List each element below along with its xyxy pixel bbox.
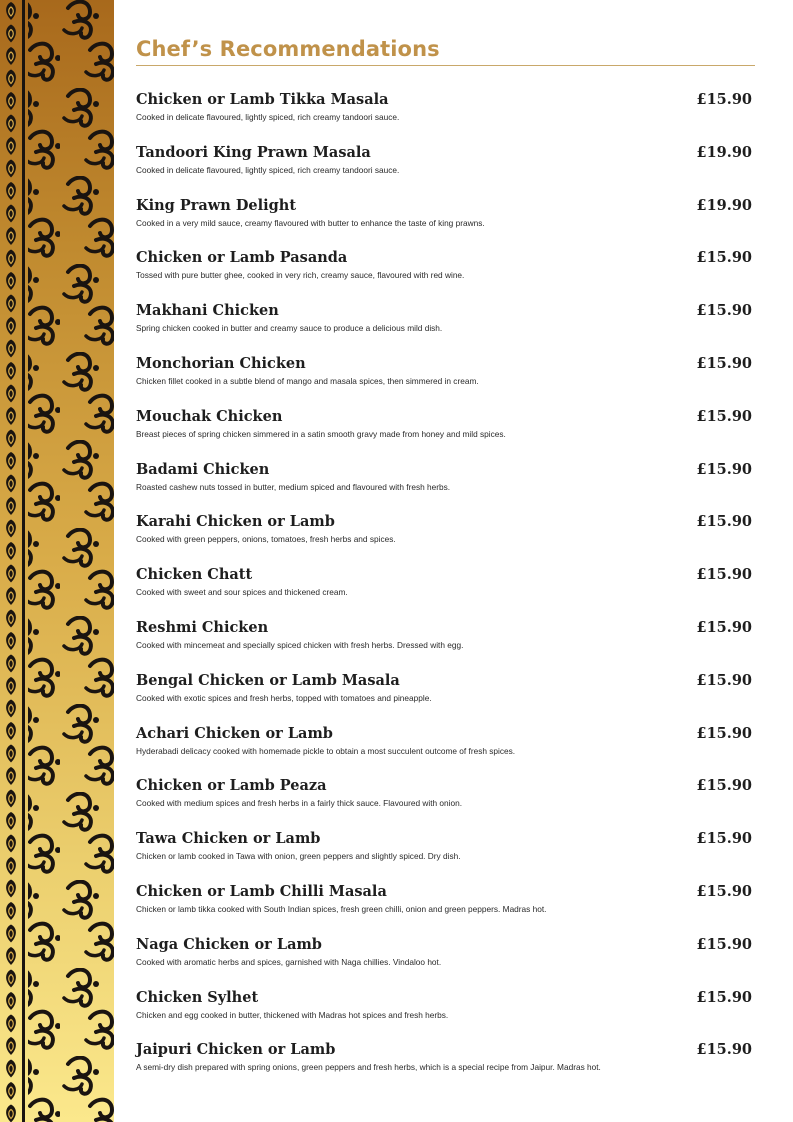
dish-description: Spring chicken cooked in butter and creamy sauce to produce a delicious mild dish. <box>136 323 443 334</box>
dish-name: Jaipuri Chicken or Lamb <box>136 1041 336 1059</box>
dish-description: Cooked in a very mild sauce, creamy flavoured with butter to enhance the taste of king prawns. <box>136 217 485 228</box>
dish-name: Chicken Chatt <box>136 566 253 584</box>
menu-item <box>136 197 756 250</box>
dish-name: Achari Chicken or Lamb <box>136 724 333 742</box>
menu-item <box>136 883 756 936</box>
menu-item <box>136 355 756 408</box>
dish-price: £15.90 <box>696 91 752 108</box>
dish-price: £15.90 <box>696 882 752 900</box>
dish-price: £19.90 <box>696 143 752 161</box>
decorative-border <box>0 0 114 1122</box>
dish-name: Chicken or Lamb Tikka Masala <box>136 91 389 108</box>
page-title: Chef’s Recommendations <box>136 37 440 61</box>
dish-description: Chicken fillet cooked in a subtle blend of mango and masala spices, then simmered in cream. <box>136 375 479 386</box>
dish-description: Cooked with mincemeat and specially spiced chicken with fresh herbs. Dressed with egg. <box>136 639 464 650</box>
dish-price: £15.90 <box>696 566 752 584</box>
dish-description: Chicken or lamb tikka cooked with South Indian spices, fresh green chilli, onion and green peppers. Madras hot. <box>136 903 547 914</box>
dish-name: Naga Chicken or Lamb <box>136 935 322 953</box>
menu-item <box>136 566 756 619</box>
dish-description: Cooked in delicate flavoured, lightly spiced, rich creamy tandoori sauce. <box>136 164 400 175</box>
menu-item <box>136 513 756 566</box>
dish-name: Tawa Chicken or Lamb <box>136 830 321 848</box>
menu-item <box>136 619 756 672</box>
menu-item <box>136 461 756 514</box>
dish-name: Chicken or Lamb Peaza <box>136 777 327 795</box>
menu-item <box>136 1041 756 1094</box>
dish-price: £15.90 <box>696 935 752 953</box>
dish-price: £15.90 <box>696 407 752 425</box>
dish-price: £15.90 <box>696 777 752 795</box>
menu-item <box>136 91 756 144</box>
dish-description: Cooked in delicate flavoured, lightly spiced, rich creamy tandoori sauce. <box>136 112 400 122</box>
menu-item <box>136 672 756 725</box>
menu-list <box>136 91 756 1094</box>
dish-name: King Prawn Delight <box>136 196 297 214</box>
title-divider <box>136 65 755 66</box>
dish-name: Monchorian Chicken <box>136 354 306 372</box>
dish-description: Hyderabadi delicacy cooked with homemade pickle to obtain a most succulent outcome of fresh spices. <box>136 745 516 756</box>
menu-item <box>136 408 756 461</box>
dish-price: £15.90 <box>696 671 752 689</box>
dish-description: Cooked with aromatic herbs and spices, garnished with Naga chillies. Vindaloo hot. <box>136 956 442 967</box>
dish-name: Chicken or Lamb Pasanda <box>136 249 348 267</box>
menu-item <box>136 725 756 778</box>
dish-price: £15.90 <box>696 830 752 848</box>
menu-item <box>136 144 756 197</box>
menu-item <box>136 249 756 302</box>
dish-price: £15.90 <box>696 618 752 636</box>
dish-name: Bengal Chicken or Lamb Masala <box>136 671 400 689</box>
dish-description: A semi-dry dish prepared with spring onions, green peppers and fresh herbs, which is a special recipe from Jaipur. Madras hot. <box>136 1062 601 1073</box>
dish-description: Chicken and egg cooked in butter, thickened with Madras hot spices and fresh herbs. <box>136 1009 449 1020</box>
dish-name: Reshmi Chicken <box>136 618 269 636</box>
dish-description: Chicken or lamb cooked in Tawa with onion, green peppers and slightly spiced. Dry dish. <box>136 851 461 862</box>
menu-item <box>136 936 756 989</box>
dish-description: Cooked with medium spices and fresh herbs in a fairly thick sauce. Flavoured with onion. <box>136 798 463 809</box>
dish-name: Tandoori King Prawn Masala <box>136 143 371 161</box>
dish-price: £15.90 <box>696 354 752 372</box>
paisley-pattern <box>0 0 114 1122</box>
menu-item <box>136 989 756 1042</box>
dish-name: Mouchak Chicken <box>136 407 283 425</box>
dish-description: Tossed with pure butter ghee, cooked in very rich, creamy sauce, flavoured with red wine. <box>136 270 465 281</box>
dish-name: Makhani Chicken <box>136 302 279 320</box>
dish-price: £15.90 <box>696 302 752 320</box>
dish-name: Badami Chicken <box>136 460 270 478</box>
dish-price: £15.90 <box>696 249 752 267</box>
dish-name: Karahi Chicken or Lamb <box>136 513 335 531</box>
dish-description: Cooked with green peppers, onions, tomatoes, fresh herbs and spices. <box>136 534 396 545</box>
dish-price: £15.90 <box>696 1041 752 1059</box>
dish-price: £15.90 <box>696 988 752 1006</box>
dish-name: Chicken or Lamb Chilli Masala <box>136 882 387 900</box>
dish-description: Roasted cashew nuts tossed in butter, medium spiced and flavoured with fresh herbs. <box>136 481 451 492</box>
menu-item <box>136 302 756 355</box>
dish-price: £15.90 <box>696 513 752 531</box>
dish-description: Breast pieces of spring chicken simmered in a satin smooth gravy made from honey and mild spices. <box>136 428 506 439</box>
dish-price: £15.90 <box>696 724 752 742</box>
menu-item <box>136 777 756 830</box>
dish-description: Cooked with exotic spices and fresh herbs, topped with tomatoes and pineapple. <box>136 692 432 703</box>
dish-price: £15.90 <box>696 460 752 478</box>
dish-name: Chicken Sylhet <box>136 988 259 1006</box>
menu-item <box>136 830 756 883</box>
dish-price: £19.90 <box>696 196 752 214</box>
dish-description: Cooked with sweet and sour spices and thickened cream. <box>136 587 348 598</box>
